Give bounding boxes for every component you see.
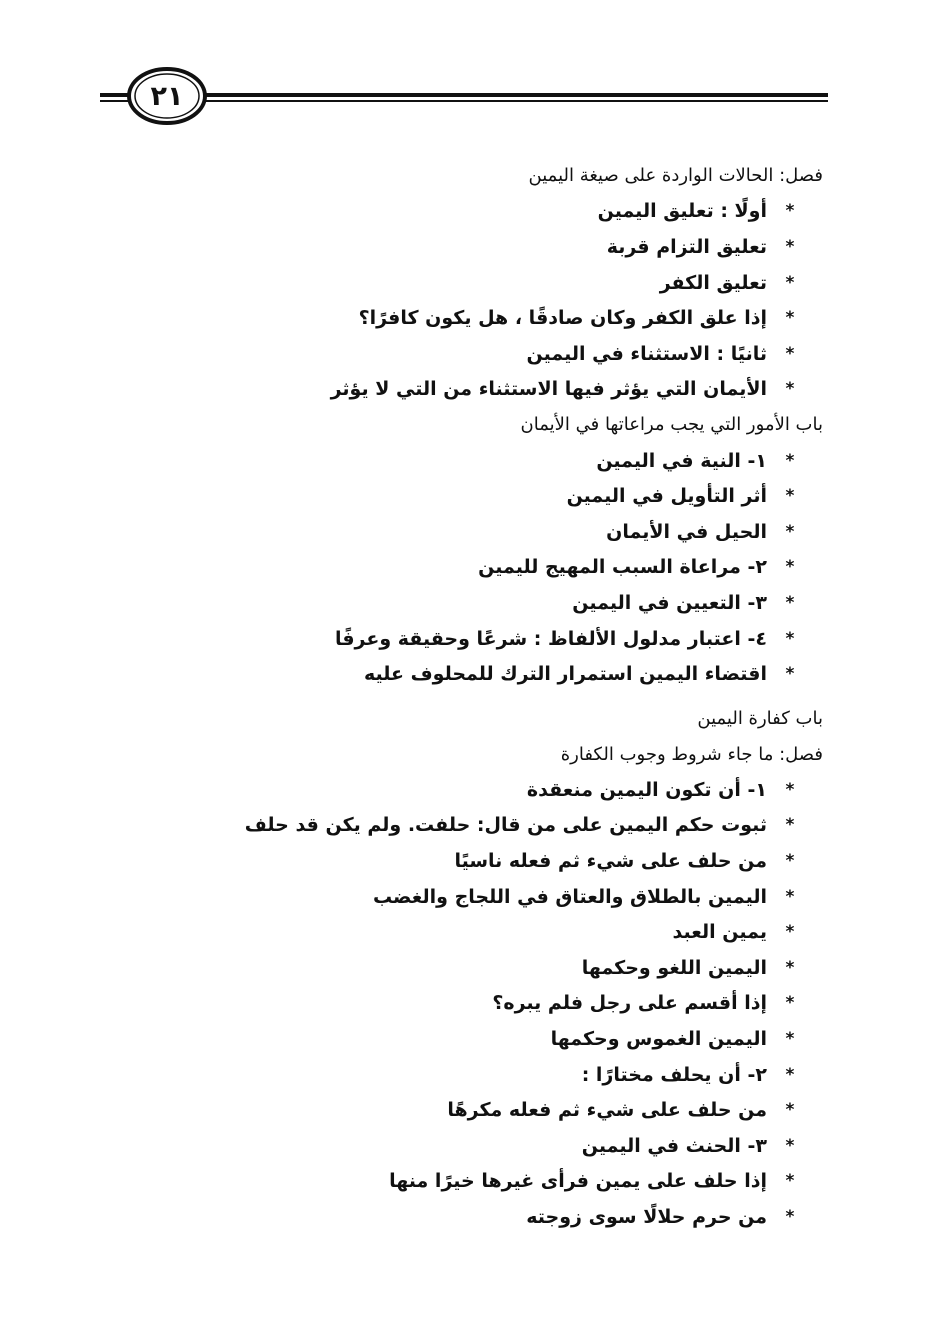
asterisk-bullet-icon: * [785, 486, 795, 507]
asterisk-bullet-icon: * [785, 201, 795, 222]
item-text: من حلف على شيء ثم فعله ناسيًا [454, 850, 767, 873]
heading-text: باب الأمور التي يجب مراعاتها في الأيمان [520, 414, 823, 436]
asterisk-bullet-icon: * [785, 1064, 795, 1085]
asterisk-bullet-icon: * [785, 343, 795, 364]
list-item [103, 808, 823, 844]
asterisk-bullet-icon: * [785, 1207, 795, 1228]
item-text: إذا علق الكفر وكان صادقًا ، هل يكون كافرًا؟ [358, 307, 767, 330]
section-heading [103, 158, 823, 194]
asterisk-bullet-icon: * [785, 1135, 795, 1156]
list-item [103, 986, 823, 1022]
list-item [103, 372, 823, 408]
item-text: ١- أن تكون اليمين منعقدة [526, 778, 767, 801]
asterisk-bullet-icon: * [785, 1171, 795, 1192]
heading-text: باب كفارة اليمين [697, 708, 823, 730]
asterisk-bullet-icon: * [785, 664, 795, 685]
item-text: اليمين اللغو وحكمها [581, 956, 767, 979]
heading-text: فصل: ما جاء شروط وجوب الكفارة [560, 743, 823, 765]
item-text: ٣- الحنث في اليمين [581, 1134, 767, 1157]
asterisk-bullet-icon: * [785, 379, 795, 400]
item-text: اليمين بالطلاق والعتاق في اللجاج والغضب [372, 885, 767, 908]
page-number: ٢١ [150, 80, 184, 112]
asterisk-bullet-icon: * [785, 272, 795, 293]
list-item [103, 879, 823, 915]
asterisk-bullet-icon: * [785, 779, 795, 800]
item-text: ١- النية في اليمين [596, 449, 767, 472]
item-text: أثر التأويل في اليمين [566, 485, 767, 508]
item-text: ٢- أن يحلف مختارًا : [581, 1063, 767, 1086]
list-item [103, 550, 823, 586]
list-item [103, 478, 823, 514]
asterisk-bullet-icon: * [785, 922, 795, 943]
asterisk-bullet-icon: * [785, 557, 795, 578]
list-item [103, 621, 823, 657]
asterisk-bullet-icon: * [785, 521, 795, 542]
list-item [103, 1199, 823, 1235]
asterisk-bullet-icon: * [785, 886, 795, 907]
item-text: تعليق الكفر [659, 271, 767, 294]
list-item [103, 443, 823, 479]
list-item [103, 1057, 823, 1093]
item-text: إذا أقسم على رجل فلم يبره؟ [492, 992, 767, 1015]
item-text: اقتضاء اليمين استمرار الترك للمحلوف عليه [363, 663, 767, 686]
asterisk-bullet-icon: * [785, 628, 795, 649]
item-text: من حرم حلالًا سوى زوجته [526, 1206, 767, 1229]
asterisk-bullet-icon: * [785, 993, 795, 1014]
list-item [103, 194, 823, 230]
asterisk-bullet-icon: * [785, 815, 795, 836]
list-item [103, 336, 823, 372]
heading-text: فصل: الحالات الواردة على صيغة اليمين [528, 165, 823, 187]
asterisk-bullet-icon: * [785, 450, 795, 471]
item-text: الحيل في الأيمان [606, 520, 767, 543]
section-heading [103, 737, 823, 773]
item-text: أولًا : تعليق اليمين [597, 200, 767, 223]
list-item [103, 843, 823, 879]
list-item [103, 1128, 823, 1164]
asterisk-bullet-icon: * [785, 592, 795, 613]
list-item [103, 950, 823, 986]
item-text: تعليق التزام قربة [606, 235, 767, 258]
asterisk-bullet-icon: * [785, 851, 795, 872]
item-text: اليمين الغموس وحكمها [550, 1028, 767, 1051]
section-heading [103, 701, 823, 737]
list-item [103, 656, 823, 692]
list-item [103, 1092, 823, 1128]
list-item [103, 1164, 823, 1200]
item-text: يمين العبد [672, 921, 767, 944]
item-text: ثانيًا : الاستثناء في اليمين [526, 342, 767, 365]
asterisk-bullet-icon: * [785, 957, 795, 978]
item-text: ٤- اعتبار مدلول الألفاظ : شرعًا وحقيقة وعرفًا [334, 627, 767, 650]
item-text: ثبوت حكم اليمين على من قال: حلفت. ولم يكن قد حلف [244, 814, 767, 837]
list-item [103, 514, 823, 550]
list-item [103, 300, 823, 336]
asterisk-bullet-icon: * [785, 308, 795, 329]
section-heading [103, 407, 823, 443]
list-item [103, 265, 823, 301]
item-text: من حلف على شيء ثم فعله مكرهًا [447, 1099, 767, 1122]
item-text: الأيمان التي يؤثر فيها الاستثناء من التي لا يؤثر [330, 378, 767, 401]
list-item [103, 914, 823, 950]
item-text: إذا حلف على يمين فرأى غيرها خيرًا منها [389, 1170, 767, 1193]
list-item [103, 1021, 823, 1057]
list-item [103, 229, 823, 265]
item-text: ٣- التعيين في اليمين [572, 591, 767, 614]
asterisk-bullet-icon: * [785, 1100, 795, 1121]
list-item [103, 772, 823, 808]
page-header [0, 0, 939, 140]
asterisk-bullet-icon: * [785, 1029, 795, 1050]
list-item [103, 585, 823, 621]
asterisk-bullet-icon: * [785, 236, 795, 257]
item-text: ٢- مراعاة السبب المهيج لليمين [478, 556, 767, 579]
table-of-contents [103, 158, 823, 1235]
